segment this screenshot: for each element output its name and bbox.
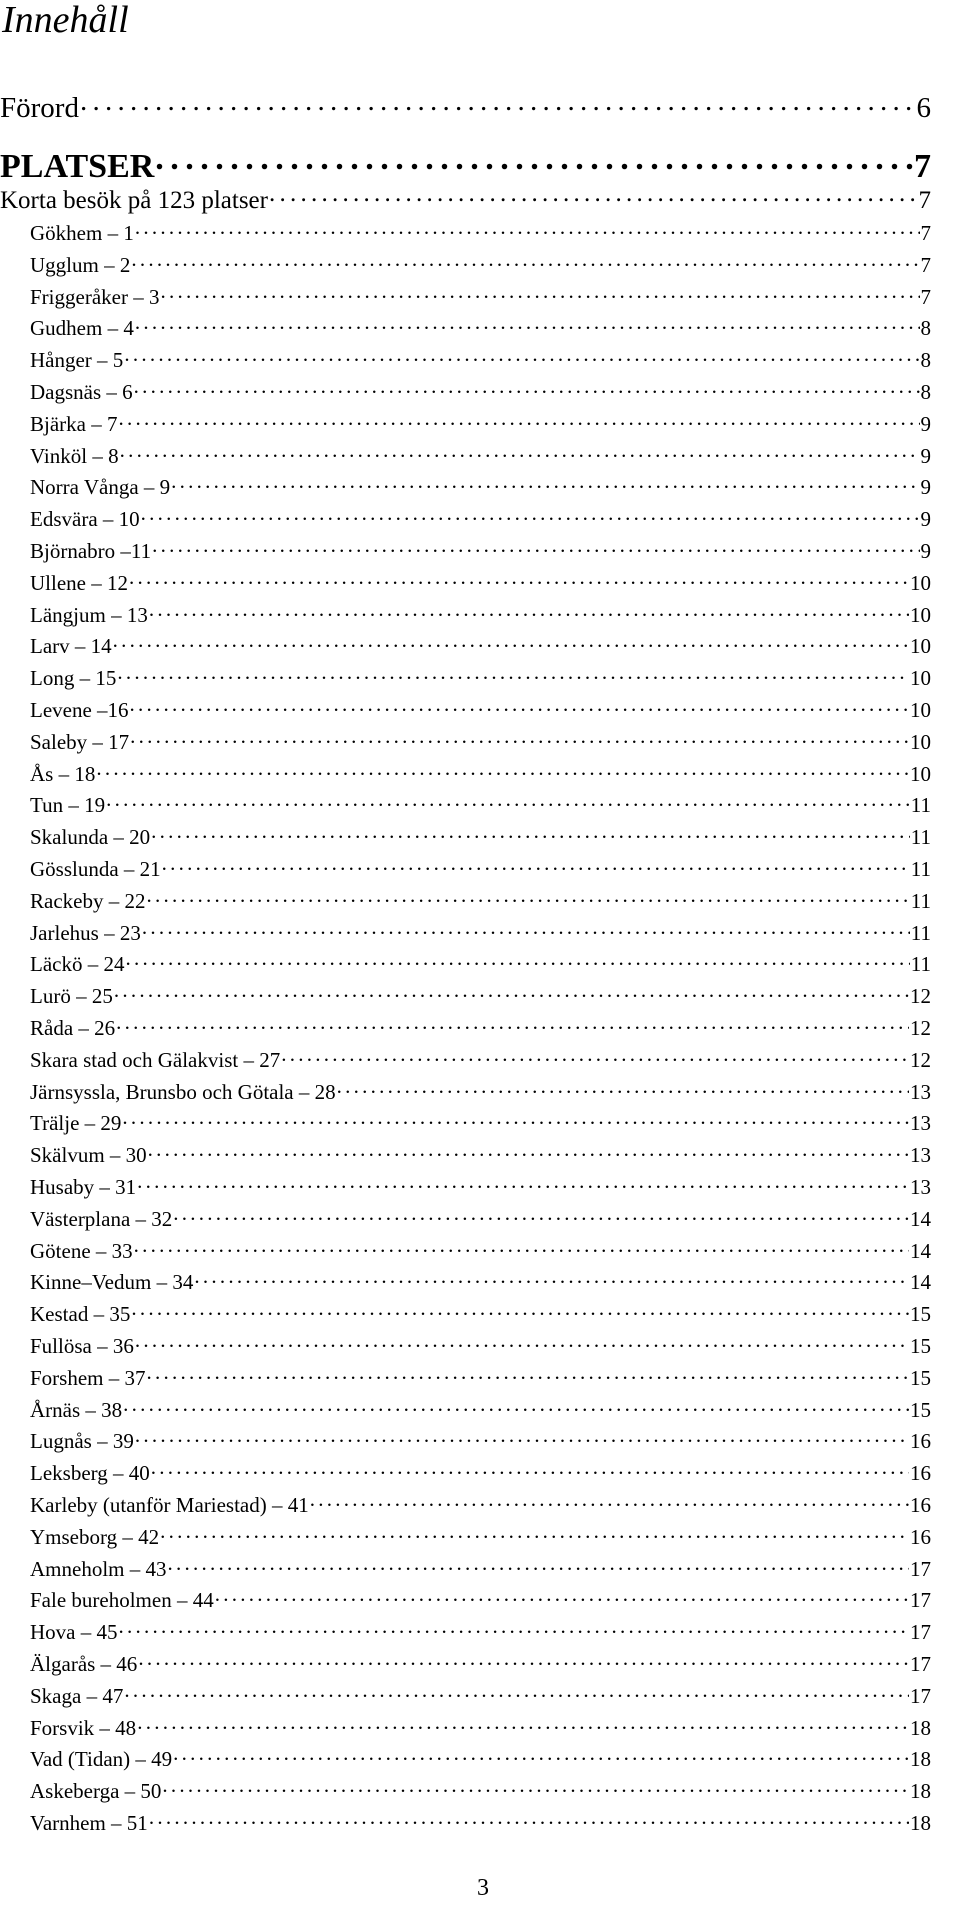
dot-leader [155,143,913,177]
toc-entry[interactable] [0,982,931,1009]
toc-entry-label: Forshem – 37 [30,1365,146,1390]
toc-entry[interactable] [0,410,931,437]
dot-leader [148,1141,909,1162]
toc-entry-label: Vinköl – 8 [30,443,119,468]
toc-entry-label: Skaga – 47 [30,1683,124,1708]
dot-leader [96,760,909,781]
dot-leader [137,1173,909,1194]
toc-entry-label: Skalunda – 20 [30,825,151,850]
toc-entry-label: Kinne–Vedum – 34 [30,1270,194,1295]
toc-entry-page: 9 [920,443,931,468]
toc-entry-label: Larv – 14 [30,634,112,659]
toc-entry-label: Vad (Tidan) – 49 [30,1747,173,1772]
toc-entry-label: Husaby – 31 [30,1175,137,1199]
toc-entry-page: 13 [910,1175,931,1199]
toc-entry-label: Korta besök på 123 platser [0,187,268,214]
toc-entry-page: 11 [910,920,931,945]
toc-entry-page: 18 [910,1779,931,1804]
page-heading: Innehåll [2,0,129,41]
toc-entry-page: 15 [910,1365,931,1390]
toc-entry[interactable] [0,1205,931,1232]
toc-entry-page: 15 [910,1334,931,1358]
toc-entry-page: 10 [910,634,931,659]
toc-entry[interactable] [0,1173,931,1200]
dot-leader [129,569,909,590]
toc-entry-label: Friggeråker – 3 [30,284,160,309]
toc-entry-label: Råda – 26 [30,1016,116,1040]
toc-entry-page: 14 [910,1206,931,1231]
dot-leader [113,632,909,653]
dot-leader [147,1364,910,1385]
toc-entry-page: 12 [910,1047,931,1072]
toc-entry-label: Dagsnäs – 6 [30,380,133,404]
toc-entry-label: Ugglum – 2 [30,252,131,277]
dot-leader [142,919,910,940]
dot-leader [114,982,909,1003]
toc-entry-page: 16 [910,1493,931,1517]
toc-entry-page: 17 [910,1683,931,1708]
toc-entry[interactable] [0,1555,931,1582]
toc-entry-page: 8 [920,348,931,373]
toc-entry[interactable] [0,1745,931,1772]
dot-leader [117,664,909,685]
toc-entry[interactable] [0,1396,931,1423]
toc-entry[interactable] [0,1682,931,1709]
toc-entry-page: 8 [920,380,931,404]
toc-entry-label: Fale bureholmen – 44 [30,1588,214,1613]
toc-entry-page: 16 [910,1429,931,1454]
toc-entry[interactable] [0,283,931,310]
toc-entry[interactable] [0,88,931,124]
toc-entry-label: Hova – 45 [30,1620,118,1645]
toc-entry-label: Lurö – 25 [30,984,113,1009]
toc-entry[interactable] [0,601,931,628]
dot-leader [173,1205,909,1226]
toc-entry-page: 18 [910,1715,931,1740]
toc-entry-page: 11 [910,793,931,818]
toc-entry-label: Saleby – 17 [30,729,130,754]
toc-entry-page: 13 [910,1143,931,1168]
toc-entry-page: 10 [910,602,931,627]
toc-entry-page: 11 [910,857,931,881]
dot-leader [151,823,910,844]
dot-leader [130,696,909,717]
dot-leader [160,283,919,304]
toc-entry-page: 9 [920,411,931,436]
dot-leader [118,410,919,431]
toc-entry[interactable] [0,537,931,564]
toc-entry[interactable] [0,632,931,659]
toc-entry-page: 11 [910,825,931,850]
toc-entry-page: 7 [920,221,931,245]
dot-leader [134,1237,909,1258]
toc-entry-label: Lugnås – 39 [30,1429,134,1454]
toc-entry-page: 18 [910,1747,931,1772]
toc-entry-label: Gösslunda – 21 [30,857,161,881]
toc-entry-label: Läckö – 24 [30,952,125,977]
toc-entry-page: 10 [910,698,931,722]
toc-entry-page: 9 [920,475,931,500]
toc-entry[interactable] [0,1491,931,1518]
toc-entry[interactable] [0,1141,931,1168]
toc-entry-label: Leksberg – 40 [30,1461,150,1486]
dot-leader [141,505,920,526]
toc-entry[interactable] [0,1714,931,1741]
toc-entry[interactable] [0,728,931,755]
dot-leader [125,950,909,971]
dot-leader [122,1109,909,1130]
dot-leader [149,601,909,622]
toc-entry-label: Ås – 18 [30,761,96,786]
toc-entry[interactable] [0,378,931,405]
toc-entry-label: Gudhem – 4 [30,316,134,341]
toc-entry[interactable] [0,1809,931,1836]
toc-entry-page: 9 [920,507,931,532]
toc-entry[interactable] [0,1618,931,1645]
toc-entry[interactable] [0,664,931,691]
dot-leader [124,346,919,367]
toc-entry[interactable] [0,1650,931,1677]
dot-leader [310,1491,909,1512]
dot-leader [269,183,918,208]
toc-entry-label: Skara stad och Gälakvist – 27 [30,1047,281,1072]
toc-entry[interactable] [0,1268,931,1295]
toc-entry[interactable] [0,1300,931,1327]
toc-entry[interactable] [0,1586,931,1613]
toc-entry-page: 7 [920,252,931,277]
toc-entry-page: 15 [910,1302,931,1327]
dot-leader [106,791,910,812]
dot-leader [168,1555,910,1576]
dot-leader [120,442,920,463]
dot-leader [138,1650,909,1671]
toc-entry-page: 14 [910,1270,931,1295]
toc-entry[interactable] [0,143,931,185]
dot-leader [152,537,919,558]
dot-leader [281,1046,909,1067]
toc-entry-label: Björnabro –11 [30,539,152,563]
toc-entry[interactable] [0,696,931,723]
toc-entry-page: 17 [910,1556,931,1581]
dot-leader [194,1268,909,1289]
toc-entry[interactable] [0,1427,931,1454]
toc-entry-page: 16 [910,1461,931,1486]
dot-leader [337,1078,909,1099]
toc-entry-page: 14 [910,1238,931,1263]
toc-entry-label: Askeberga – 50 [30,1779,162,1804]
dot-leader [123,1396,909,1417]
dot-leader [215,1586,909,1607]
toc-entry[interactable] [0,473,931,500]
toc-entry[interactable] [0,251,931,278]
dot-leader [162,855,910,876]
toc-entry-page: 6 [916,92,931,124]
toc-entry-label: Skälvum – 30 [30,1143,147,1168]
toc-entry[interactable] [0,1364,931,1391]
toc-entry-label: Norra Vånga – 9 [30,475,171,500]
toc-entry[interactable] [0,442,931,469]
toc-entry-label: Forsvik – 48 [30,1715,137,1740]
toc-entry-page: 17 [910,1588,931,1613]
dot-leader [149,1809,909,1830]
toc-entry-label: Karleby (utanför Mariestad) – 41 [30,1493,309,1517]
dot-leader [131,1300,909,1321]
toc-entry[interactable] [0,887,931,914]
toc-entry-page: 15 [910,1397,931,1422]
toc-entry[interactable] [0,1459,931,1486]
toc-entry-label: Trälje – 29 [30,1111,122,1136]
toc-entry-label: Amneholm – 43 [30,1556,167,1581]
dot-leader [134,378,920,399]
dot-leader [124,1682,909,1703]
toc-entry-page: 13 [910,1111,931,1136]
toc-entry[interactable] [0,950,931,977]
toc-entry-label: Förord [0,92,79,124]
toc-entry[interactable] [0,1332,931,1359]
toc-entry-page: 8 [920,316,931,341]
toc-entry[interactable] [0,346,931,373]
dot-leader [151,1459,909,1480]
toc-entry[interactable] [0,219,931,246]
toc-entry-label: Rackeby – 22 [30,888,146,913]
toc-entry[interactable] [0,1237,931,1264]
dot-leader [116,1014,909,1035]
toc-entry-label: Gökhem – 1 [30,221,134,245]
toc-entry-label: Ymseborg – 42 [30,1524,160,1549]
toc-entry[interactable] [0,823,931,850]
toc-entry-page: 12 [910,1016,931,1040]
toc-entry-page: 9 [920,539,931,563]
dot-leader [130,728,909,749]
toc-entry-page: 11 [910,952,931,977]
dot-leader [135,1332,909,1353]
toc-entry[interactable] [0,919,931,946]
toc-entry-page: 7 [920,284,931,309]
dot-leader [135,219,920,240]
dot-leader [135,314,920,335]
toc-entry[interactable] [0,855,931,882]
toc-entry-label: Järnsyssla, Brunsbo och Götala – 28 [30,1079,336,1104]
toc-entry-page: 7 [918,187,931,214]
toc-entry-page: 10 [910,570,931,595]
toc-entry-label: Levene –16 [30,698,129,722]
toc-entry-page: 17 [910,1652,931,1676]
toc-entry[interactable] [0,760,931,787]
toc-entry-page: 18 [910,1811,931,1835]
dot-leader [131,251,919,272]
toc-entry-page: 17 [910,1620,931,1645]
toc-entry[interactable] [0,183,931,215]
toc-entry[interactable] [0,1046,931,1073]
toc-entry-label: Bjärka – 7 [30,411,118,436]
toc-entry-label: Hånger – 5 [30,348,124,373]
dot-leader [171,473,919,494]
toc-entry-page: 12 [910,984,931,1009]
toc-entry-label: Älgarås – 46 [30,1652,138,1676]
toc-entry-page: 16 [910,1524,931,1549]
toc-entry-page: 7 [914,148,931,185]
toc-entry-page: 10 [910,761,931,786]
toc-entry-label: Jarlehus – 23 [30,920,141,945]
toc-entry[interactable] [0,1523,931,1550]
toc-entry-label: PLATSER [0,148,155,185]
toc-entry-page: 10 [910,666,931,691]
dot-leader [162,1777,909,1798]
toc-entry[interactable] [0,314,931,341]
toc-entry[interactable] [0,1014,931,1041]
toc-entry-label: Längjum – 13 [30,602,148,627]
toc-entry-label: Västerplana – 32 [30,1206,173,1231]
toc-entry-label: Tun – 19 [30,793,106,818]
toc-entry[interactable] [0,505,931,532]
dot-leader [173,1745,909,1766]
toc-entry[interactable] [0,1109,931,1136]
toc-entry-page: 13 [910,1079,931,1104]
dot-leader [135,1427,909,1448]
dot-leader [137,1714,909,1735]
toc-entry-page: 10 [910,729,931,754]
toc-entry-label: Edsvära – 10 [30,507,140,532]
toc-entry-label: Götene – 33 [30,1238,133,1263]
toc-entry-label: Ullene – 12 [30,570,128,595]
toc-entry-label: Årnäs – 38 [30,1397,123,1422]
toc-entry[interactable] [0,791,931,818]
toc-entry[interactable] [0,1078,931,1105]
toc-entry[interactable] [0,569,931,596]
dot-leader [80,88,916,117]
toc-entry-label: Varnhem – 51 [30,1811,148,1835]
toc-entry-label: Long – 15 [30,666,117,691]
dot-leader [146,887,909,908]
dot-leader [119,1618,910,1639]
toc-entry-page: 11 [910,888,931,913]
toc-entry-label: Fullösa – 36 [30,1334,134,1358]
toc-entry[interactable] [0,1777,931,1804]
page-number: 3 [477,1875,489,1901]
dot-leader [160,1523,909,1544]
toc-entry-label: Kestad – 35 [30,1302,131,1327]
